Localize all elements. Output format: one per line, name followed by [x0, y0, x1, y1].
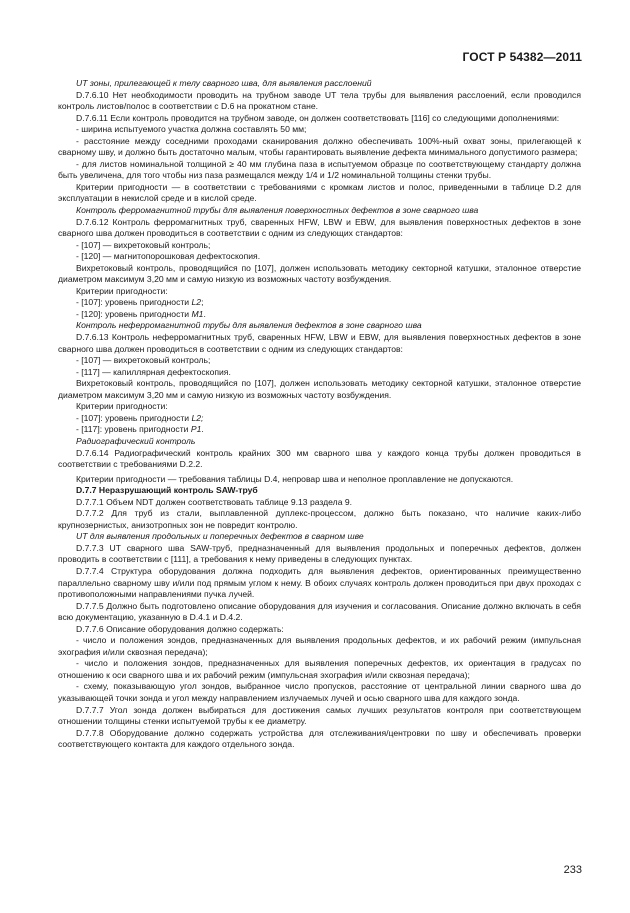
list-item: - для листов номинальной толщиной ≥ 40 мм глубина паза в испытуемом образце по соответствующему стандарту должна быть увеличена, для того чтобы низ паза размещался между 1/4 и 1/2 номинальной толщины стенки трубы.: [58, 158, 581, 181]
section-heading: Радиографический контроль: [76, 435, 196, 446]
paragraph: D.7.6.11 Если контроль проводится на трубном заводе, он должен соответствовать [116] со следующими дополнениями:: [76, 112, 560, 123]
paragraph: D.7.6.12 Контроль ферромагнитных труб, сваренных HFW, LBW и EBW, для выявления поверхностных дефектов в зоне сварного шва должен проводиться в соответствии с одним из следующих стандартов:: [58, 216, 581, 239]
paragraph: Критерии пригодности:: [76, 401, 168, 412]
paragraph: D.7.7.1 Объем NDT должен соответствовать таблице 9.13 раздела 9.: [76, 496, 353, 507]
page-number: 233: [563, 864, 582, 876]
standard-header: ГОСТ Р 54382—2011: [462, 50, 582, 64]
section-heading: UT для выявления продольных и поперечных дефектов в сварном шве: [76, 531, 364, 542]
paragraph: Критерии пригодности:: [76, 285, 168, 296]
paragraph: D.7.7.2 Для труб из стали, выплавленной дуплекс-процессом, должно быть показано, что наличие каких-либо крупнозернистых, анизотропных зон не повредит контролю.: [58, 508, 581, 530]
paragraph: D.7.6.10 Нет необходимости проводить на трубном заводе UT тела трубы для выявления расслоений, если проводился контроль листов/полос в соответствии с D.6 на прокатном стане.: [58, 89, 581, 112]
paragraph: D.7.7.8 Оборудование должно содержать устройства для отслеживания/центровки по шву и обеспечивать проверки соответствующего контакта для каждого отдельного зонда.: [58, 727, 581, 750]
section-heading: Контроль неферромагнитной трубы для выявления дефектов в зоне сварного шва: [76, 320, 422, 331]
list-item: - схему, показывающую угол зондов, выбранное число пропусков, расстояние от центральной линии сварного шва до указывающей точки зонда и угол между направлением излучаемых лучей и осью сварного шва для каждого зонда.: [58, 681, 581, 703]
paragraph: D.7.7.4 Структура оборудования должна подходить для выявления дефектов, ориентированных преимущественно параллельно сварному шву и/или под прямым углом к нему. В обоих случаях контроль должен проводиться при двух проходах с противоположными направлениями пучка лучей.: [58, 565, 581, 600]
document-body: [58, 78, 581, 751]
list-item: - [107] — вихретоковый контроль;: [76, 355, 211, 366]
list-item: - [117]: уровень пригодности P1.: [76, 424, 204, 435]
list-item: - число и положения зондов, предназначенных для выявления продольных дефектов, и их рабочий режим (импульсная эхография и/или сквозная передача);: [58, 635, 581, 657]
paragraph: Критерии пригодности — в соответствии с требованиями с кромкам листов и полос, приведенными в таблице D.2 для эксплуатации в некислой среде и в кислой среде.: [58, 181, 581, 204]
paragraph: D.7.7.6 Описание оборудования должно содержать:: [76, 623, 284, 634]
paragraph: Вихретоковый контроль, проводящийся по [107], должен использовать методику секторной катушки, эталонное отверстие диаметром максимум 3,20 мм и самую низкую из возможных частоту возбуждения.: [58, 262, 581, 285]
section-heading: UT зоны, прилегающей к телу сварного шва, для выявления расслоений: [76, 78, 372, 88]
paragraph: Критерии пригодности — требования таблицы D.4, непровар шва и неполное проплавление не допускаются.: [76, 473, 514, 484]
list-item: - [120] — магнитопорошковая дефектоскопия.: [76, 251, 261, 262]
list-item: - ширина испытуемого участка должна составлять 50 мм;: [76, 124, 307, 135]
paragraph: D.7.6.14 Радиографический контроль крайних 300 мм сварного шва у каждого конца трубы должен проводиться в соответствии с требованиями D.2.2.: [58, 447, 581, 470]
section-heading: Контроль ферромагнитной трубы для выявления поверхностных дефектов в зоне сварного шва: [76, 205, 479, 216]
list-item: - расстояние между соседними проходами сканирования должно обеспечивать 100%-ный охват зоны, прилегающей к сварному шву, и должно быть достаточно малым, чтобы гарантировать выявление дефекта минимального допустимого размера;: [58, 135, 581, 158]
list-item: - [117] — капиллярная дефектоскопия.: [76, 366, 231, 377]
paragraph: D.7.6.13 Контроль неферромагнитных труб, сваренных HFW, LBW и EBW, для выявления поверхностных дефектов в зоне сварного шва должен проводиться в соответствии с одним из следующих стандартов:: [58, 332, 581, 354]
paragraph: D.7.7.3 UT сварного шва SAW-труб, предназначенный для выявления продольных и поперечных дефектов, должен проводить в соответствии с [111], а требования к нему приведены в следующих пунктах.: [58, 542, 581, 565]
subsection-title: D.7.7 Неразрушающий контроль SAW-труб: [76, 485, 258, 496]
list-item: - число и положения зондов, предназначенных для выявления поперечных дефектов, их ориентация в градусах по отношению к оси сварного шва и их рабочий режим (импульсная эхография и/или сквозная передача);: [58, 658, 581, 680]
paragraph: Вихретоковый контроль, проводящийся по [107], должен использовать методику секторной катушки, эталонное отверстие диаметром максимум 3,20 мм и самую низкую из возможных частоту возбуждения.: [58, 378, 581, 400]
paragraph: D.7.7.5 Должно быть подготовлено описание оборудования для изучения и согласования. Описание должно включать в себя всю документацию, указанную в D.4.1 и D.4.2.: [58, 600, 581, 623]
list-item: - [120]: уровень пригодности M1.: [76, 308, 206, 319]
list-item: - [107]: уровень пригодности L2;: [76, 297, 204, 308]
list-item: - [107] — вихретоковый контроль;: [76, 239, 211, 250]
paragraph: D.7.7.7 Угол зонда должен выбираться для достижения самых лучших результатов контроля при соответствующем отношении толщины стенки испытуемой трубы к ее диаметру.: [58, 704, 581, 727]
list-item: - [107]: уровень пригодности L2;: [76, 412, 204, 423]
